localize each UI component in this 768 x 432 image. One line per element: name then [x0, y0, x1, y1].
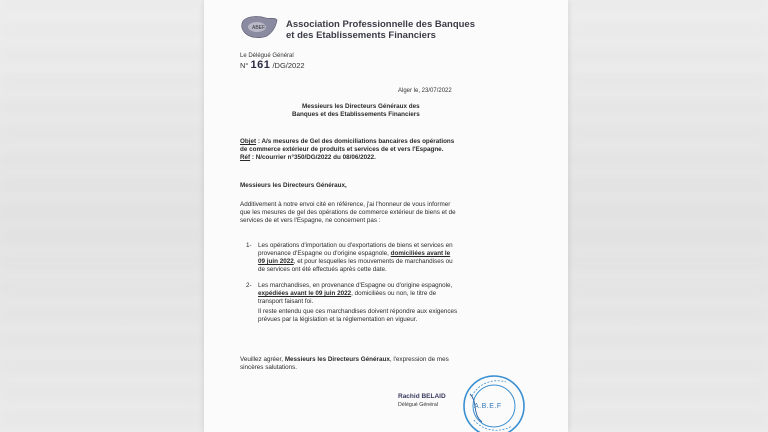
addressee-line-2: Banques et des Etablissements Financiers [292, 111, 420, 118]
reference-line [240, 154, 376, 162]
item-1-line-3 [258, 258, 453, 266]
item-2-line-2a: expédiées avant le 09 juin 2022 [258, 290, 352, 297]
reference-number [240, 59, 305, 71]
blurred-background-right [568, 0, 768, 432]
ref-label: Réf [240, 154, 251, 161]
objet-label: Objet [240, 138, 257, 145]
closing-line-2: sincères salutations. [240, 364, 298, 371]
item-2-line-2b: , domiciliées ou non, le titre de [351, 290, 437, 297]
signatory-title: Délégué Général [398, 402, 439, 408]
item-2-number: 2- [246, 282, 252, 289]
item-2-line-4: Il reste entendu que ces marchandises doivent répondre aux exigences [258, 308, 458, 315]
objet-line-1 [240, 138, 454, 146]
salutation: Messieurs les Directeurs Généraux, [240, 182, 347, 189]
org-line-2: et des Etablissements Financiers [286, 30, 436, 41]
ref-suffix: /DG/2022 [272, 61, 305, 70]
item-1-number: 1- [246, 242, 252, 249]
logo-text: ABEF [252, 25, 266, 31]
intro-line-3: services de et vers l'Espagne, ne concernent pas : [240, 217, 381, 224]
signatory-name: Rachid BELAID [398, 393, 446, 400]
item-1-line-2b: domiciliées avant le [390, 250, 451, 257]
letter-page [204, 0, 568, 432]
item-1-line-4: de services ont été effectués après cette date. [258, 266, 387, 273]
closing-1c: , l'expression de mes [389, 356, 449, 363]
blurred-background-left [0, 0, 204, 432]
intro-line-2: que les mesures de gel des opérations de commerce extérieur de biens et de [240, 209, 456, 216]
item-2-line-2 [258, 290, 436, 298]
item-2-line-3: transport faisant foi. [258, 298, 314, 305]
stamp-text: A.B.E.F [474, 403, 502, 410]
org-line-1: Association Professionnelle des Banques [286, 19, 475, 30]
item-2-line-1: Les marchandises, en provenance d'Espagne ou d'origine espagnole, [258, 282, 453, 289]
delegue-label: Le Délégué Général [240, 53, 294, 59]
addressee-line-1: Messieurs les Directeurs Généraux des [302, 103, 420, 110]
ref-text: : N/courrier n°350/DG/2022 du 08/06/2022. [250, 154, 376, 161]
organization-name [286, 19, 475, 41]
item-1-line-1: Les opérations d'importation ou d'exportations de biens et services en [258, 242, 453, 249]
intro-line-1: Additivement à notre envoi cité en référence, j'ai l'honneur de vous informer [240, 201, 451, 208]
item-1-line-2 [258, 250, 450, 258]
abef-logo-icon [240, 14, 278, 40]
objet-text-1: : A/s mesures de Gel des domiciliations bancaires des opérations [256, 138, 455, 145]
closing-1a: Veuillez agréer, [240, 356, 285, 363]
closing-line-1 [240, 356, 449, 364]
item-1-date: 09 juin 2022 [258, 258, 294, 265]
item-1-line-2a: provenance d'Espagne ou d'origine espagnole, [258, 250, 391, 257]
item-1-line-3b: , et pour lesquelles les mouvements de marchandises ou [293, 258, 453, 265]
letter-date: Alger le, 23/07/2022 [398, 88, 452, 94]
ref-handwritten: 161 [250, 59, 271, 71]
item-2-line-5: prévues par la législation et la réglementation en vigueur. [258, 316, 418, 323]
closing-1b: Messieurs les Directeurs Généraux [284, 356, 390, 363]
ref-prefix: N° [240, 61, 249, 70]
objet-line-2: de commerce extérieur de produits et services de et vers l'Espagne. [240, 146, 444, 153]
